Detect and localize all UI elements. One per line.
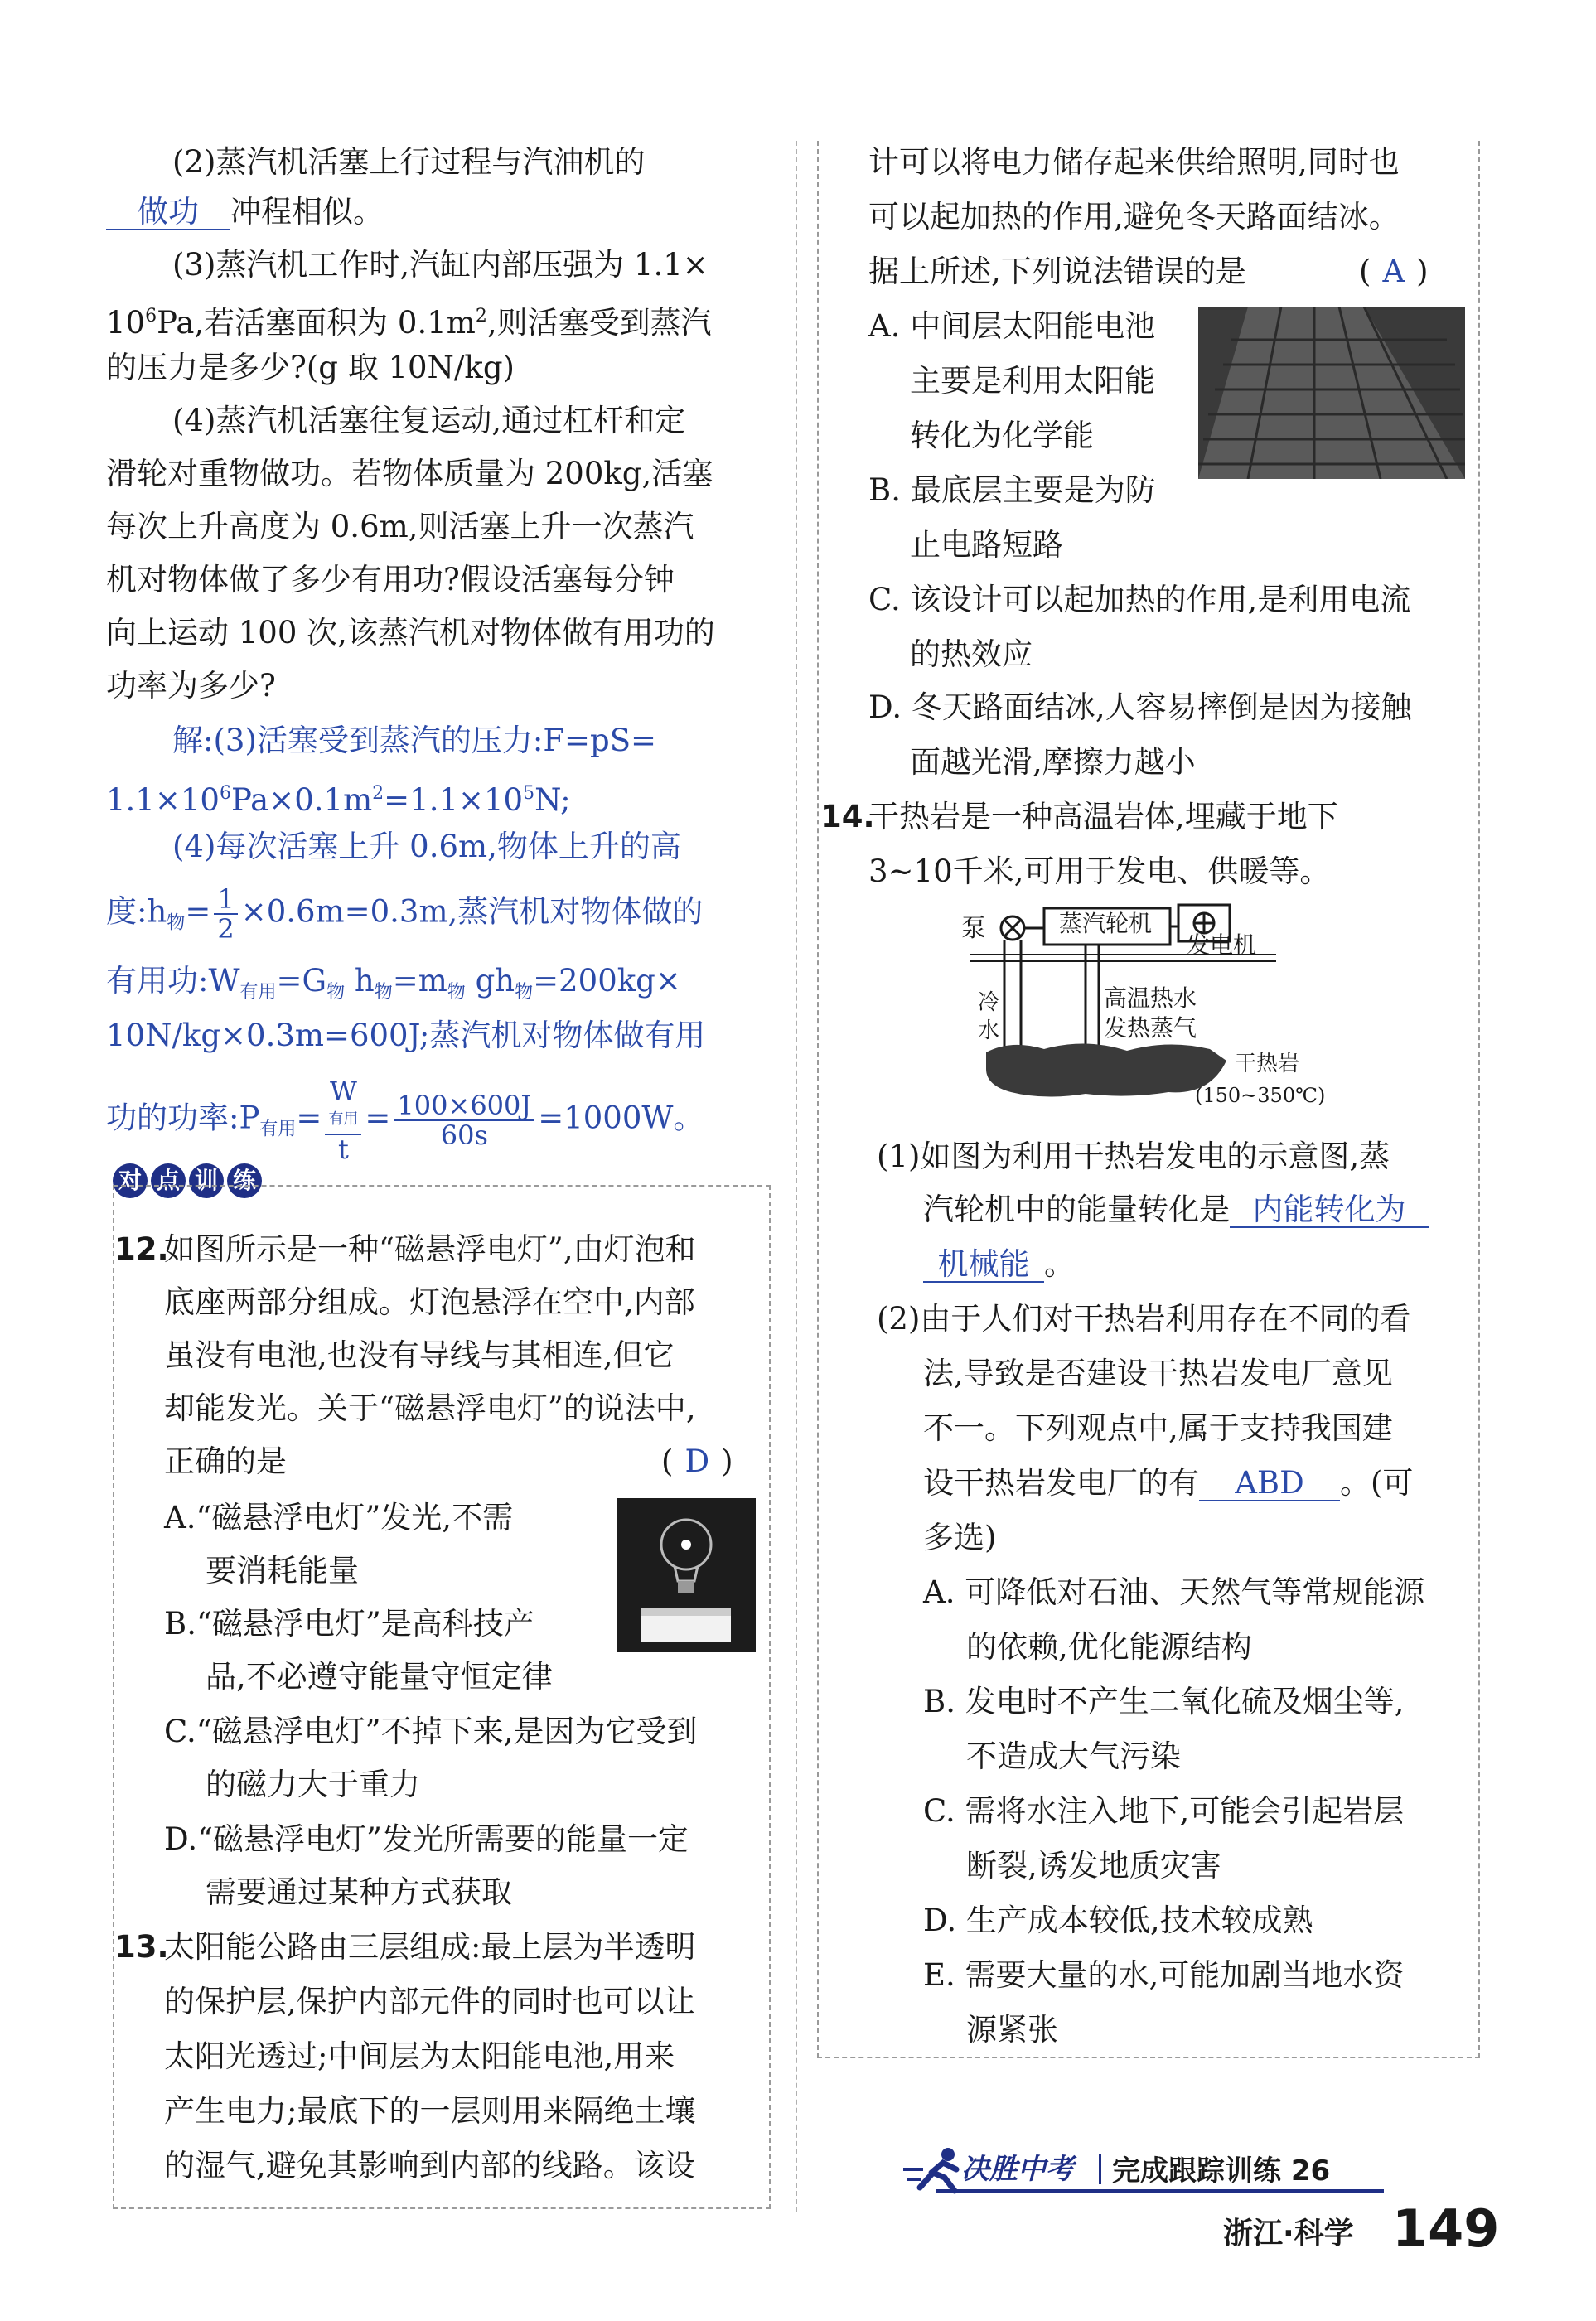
tag-char: 练 [227,1163,262,1198]
sol-sup: 6 [219,783,231,804]
q14-p1-line1: (1)如图为利用干热岩发电的示意图,蒸 [877,1139,1390,1174]
q14-option-d1: D. 生产成本较低,技术较成熟 [923,1903,1313,1938]
solution-line7 [106,1077,704,1163]
frac-num: 1 [214,885,237,915]
sol-text: 1.1×10 [106,782,220,818]
q12-option-c1: C.“磁悬浮电灯”不掉下来,是因为它受到 [164,1714,698,1749]
footer-series: 完成跟踪训练 26 [1112,2154,1331,2188]
tag-char: 对 [113,1163,148,1198]
sol-text: =G [276,963,327,999]
q14-option-c2: 断裂,诱发地质灾害 [966,1848,1221,1883]
q14-p2-answer: ABD [1199,1467,1340,1501]
q13-line3: 太阳光透过;中间层为太阳能电池,用来 [164,2038,675,2074]
solution-line3: (4)每次活塞上升 0.6m,物体上升的高 [172,829,681,864]
q14-p1-answer-part2: 机械能 [923,1248,1044,1283]
q12-option-b1: B.“磁悬浮电灯”是高科技产 [164,1606,534,1642]
tag-char: 点 [151,1163,186,1198]
frac-num [325,1077,361,1135]
q13-option-d1: D. 冬天路面结冰,人容易摔倒是因为接触 [868,689,1412,725]
sol-sup: 2 [372,783,384,804]
q13-option-c2: 的热效应 [910,636,1033,672]
q14-option-a2: 的依赖,优化能源结构 [966,1629,1252,1665]
solution-line4 [106,885,703,944]
q2-answer-blank: 做功 [106,196,230,230]
q4-line4: 机对物体做了多少有用功?假设活塞每分钟 [106,562,675,597]
q14-p1-answer-part1: 内能转化为 [1230,1193,1429,1228]
q3-line3: 的压力是多少?(g 取 10N/kg) [106,350,515,385]
q13-line4: 产生电力;最底下的一层则用来隔绝土壤 [164,2093,696,2129]
q12-line1: 如图所示是一种“磁悬浮电灯”,由灯泡和 [164,1231,696,1267]
sol-text: 度:h [106,893,167,930]
q13-line1: 太阳能公路由三层组成:最上层为半透明 [164,1929,696,1965]
q14-number: 14. [820,799,875,834]
footer-brand: 决胜中考 [961,2153,1074,2186]
sol-text: = [296,1100,322,1136]
diagram-label-hot2: 发热蒸气 [1104,1014,1197,1042]
diagram-label-cold2: 水 [978,1018,1000,1043]
frac-num-text: W [329,1076,357,1107]
diagram-label-turbine: 蒸汽轮机 [1059,910,1153,937]
footer-region: 浙江·科学 [1223,2217,1354,2251]
q12-answer-letter: D [684,1443,710,1479]
q14-p2-line5: 多选) [923,1520,997,1555]
sol-sub: 物 [374,982,393,1003]
q4-line5: 向上运动 100 次,该蒸汽机对物体做有用功的 [106,615,715,650]
q13-number: 13. [114,1929,169,1965]
diagram-label-rock: 干热岩 [1235,1052,1300,1076]
sol-text: Pa×0.1m [230,782,373,818]
q12-line2: 底座两部分组成。灯泡悬浮在空中,内部 [164,1284,695,1320]
sol-sub: 物 [515,982,534,1003]
q13-cont-line1: 计可以将电力储存起来供给照明,同时也 [868,144,1400,180]
q14-option-a1: A. 可降低对石油、天然气等常规能源 [923,1574,1425,1610]
sol-text: ×0.6m=0.3m,蒸汽机对物体做的 [240,893,704,930]
q14-p2-text: 设干热岩发电厂的有 [923,1465,1199,1501]
hot-dry-rock-layer [986,1043,1226,1096]
q13-cont-line2: 可以起加热的作用,避免冬天路面结冰。 [868,199,1400,235]
sol-sub: 物 [447,982,466,1003]
sol-sup: 5 [523,783,535,804]
q4-line3: 每次上升高度为 0.6m,则活塞上升一次蒸汽 [106,509,694,544]
hot-dry-rock-diagram [961,903,1392,1119]
q2-line2-text: 冲程相似。 [230,194,384,230]
q14-option-b1: B. 发电时不产生二氧化硫及烟尘等, [923,1684,1405,1719]
q3-sup: 6 [145,306,157,326]
diagram-label-cold1: 冷 [978,990,1000,1015]
lamp-illustration [617,1498,756,1652]
diagram-label-temp: (150~350℃) [1195,1084,1326,1107]
diagram-label-pump: 泵 [961,914,986,943]
sol-text: =1.1×10 [384,782,524,818]
solution-line5 [106,961,681,1013]
q13-option-b1: B. 最底层主要是为防 [868,472,1156,508]
sol-sub: 物 [326,982,346,1003]
q14-p1-line2 [923,1190,1429,1230]
sol-text: 功的功率:P [106,1100,260,1136]
solution-line1: 解:(3)活塞受到蒸汽的压力:F=pS= [172,723,657,758]
sol-sub: 有用 [239,982,277,1003]
q14-line1: 干热岩是一种高温岩体,埋藏于地下 [868,799,1338,834]
fraction-w-over-t [325,1077,361,1163]
q13-option-d2: 面越光滑,摩擦力越小 [910,744,1196,780]
maglev-lamp-photo [617,1498,756,1652]
q13-option-a2: 主要是利用太阳能 [910,363,1155,399]
footer-separator [1099,2154,1101,2184]
runner-icon [903,2145,970,2194]
footer-underline [936,2189,1384,2193]
q14-p2-line4 [923,1463,1413,1503]
q13-answer: ( A ) [1359,254,1429,289]
q14-option-e1: E. 需要大量的水,可能加剧当地水资 [923,1957,1405,1993]
fraction-half [214,885,237,943]
footer-banner [903,2145,1400,2194]
q3-text: 10 [106,305,146,341]
frac-num-sub: 有用 [328,1110,359,1128]
diagram-label-generator: 发电机 [1187,931,1257,959]
q12-line4: 却能发光。关于“磁悬浮电灯”的说法中, [164,1390,696,1426]
sol-text: N; [534,782,571,818]
q13-option-b2: 止电路短路 [910,527,1063,563]
sol-text: = [185,893,211,930]
q14-p2-line1: (2)由于人们对干热岩利用存在不同的看 [877,1301,1411,1337]
q13-cont-line3: 据上所述,下列说法错误的是 [868,254,1246,289]
q3-text: ,则活塞受到蒸汽 [486,305,712,341]
sol-text: =1000W。 [538,1100,704,1136]
sol-text: = [365,1100,391,1136]
tag-char: 训 [189,1163,224,1198]
q12-option-d2: 需要通过某种方式获取 [206,1874,512,1910]
q14-p2-text: 。(可 [1340,1465,1414,1501]
q13-option-a1: A. 中间层太阳能电池 [868,308,1156,344]
q3-line1: (3)蒸汽机工作时,汽缸内部压强为 1.1× [172,247,709,283]
sol-sub: 物 [167,912,186,934]
q3-text: Pa,若活塞面积为 0.1m [157,305,476,341]
q13-option-c1: C. 该设计可以起加热的作用,是利用电流 [868,582,1411,617]
solution-line6: 10N/kg×0.3m=600J;蒸汽机对物体做有用 [106,1018,706,1053]
q12-option-b2: 品,不必遵守能量守恒定律 [206,1659,553,1695]
solar-road-illustration [1198,307,1465,479]
page-number: 149 [1392,2198,1500,2259]
q12-option-a1: A.“磁悬浮电灯”发光,不需 [164,1500,514,1535]
q14-option-e2: 源紧张 [966,2012,1058,2048]
sol-text: 有用功:W [106,963,240,999]
frac-den: t [337,1134,349,1165]
q14-option-c1: C. 需将水注入地下,可能会引起岩层 [923,1793,1405,1829]
q12-answer: ( D ) [661,1443,733,1479]
q12-option-a2: 要消耗能量 [206,1553,359,1588]
frac-den: 2 [217,913,235,945]
q14-p2-line3: 不一。下列观点中,属于支持我国建 [923,1410,1393,1446]
sol-text: gh [465,963,515,999]
q4-line2: 滑轮对重物做功。若物体质量为 200kg,活塞 [106,456,713,491]
q2-line1: (2)蒸汽机活塞上行过程与汽油机的 [172,144,646,180]
q14-p1-end: 。 [1044,1246,1075,1282]
frac-den: 60s [440,1119,488,1151]
q14-p1-line3 [923,1245,1075,1284]
q12-option-d1: D.“磁悬浮电灯”发光所需要的能量一定 [164,1821,689,1857]
fraction-power [394,1091,534,1149]
sol-text: h [345,963,375,999]
column-divider [796,141,797,2212]
sol-text: =200kg× [533,963,681,999]
q14-option-b2: 不造成大气污染 [966,1738,1181,1774]
sol-text: =m [392,963,447,999]
q12-line3: 虽没有电池,也没有导线与其相连,但它 [164,1337,675,1373]
q14-p1-text: 汽轮机中的能量转化是 [923,1192,1230,1227]
q13-option-a3: 转化为化学能 [910,418,1094,453]
q12-option-c2: 的磁力大于重力 [206,1767,420,1802]
diagram-label-hot1: 高温热水 [1104,984,1197,1012]
q4-line6: 功率为多少? [106,668,276,704]
q13-line5: 的湿气,避免其影响到内部的线路。该设 [164,2148,695,2183]
solar-road-photo [1198,307,1465,479]
q12-number: 12. [114,1231,169,1267]
q3-sup: 2 [475,306,487,326]
q12-line5: 正确的是 [164,1443,287,1479]
sol-sub: 有用 [259,1119,297,1140]
q14-line2: 3~10千米,可用于发电、供暖等。 [868,853,1331,889]
solution-line2 [106,774,571,820]
q3-line2 [106,297,712,343]
q4-line1: (4)蒸汽机活塞往复运动,通过杠杆和定 [172,403,686,438]
q2-line2 [106,192,384,232]
q14-p2-line2: 法,导致是否建设干热岩发电厂意见 [923,1356,1393,1391]
q13-answer-letter: A [1382,254,1405,289]
q13-line2: 的保护层,保护内部元件的同时也可以让 [164,1984,695,2019]
frac-num: 100×600J [394,1091,534,1121]
